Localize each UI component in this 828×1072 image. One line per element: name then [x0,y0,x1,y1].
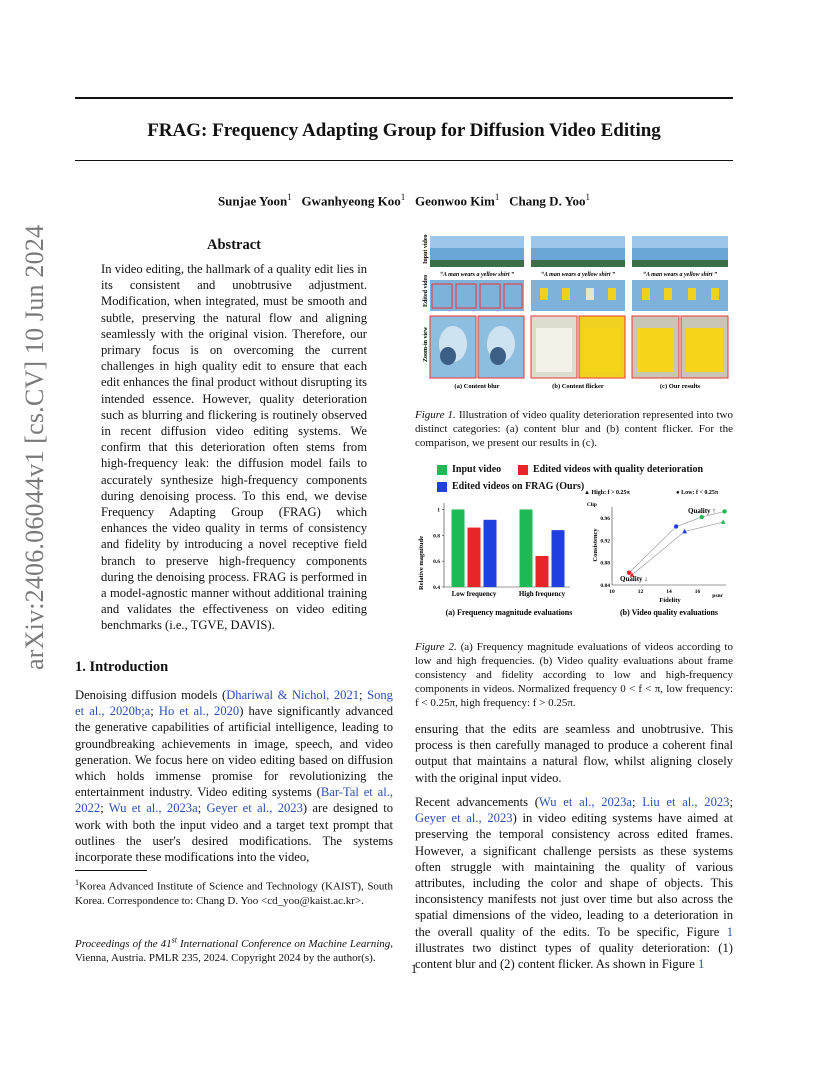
bar-ytick-label: 0.6 [433,559,440,566]
bar-category-label: High frequency [518,590,566,598]
figure-reference-link[interactable]: 1 [697,957,705,972]
bar-mark [552,530,565,587]
legend-item: Input video [437,464,501,475]
panel-label: (a) Content blur [454,383,500,390]
scatter-xtick-label: 16 [694,589,701,595]
legend-item: Edited videos with quality deterioration [518,464,703,475]
scatter-series-line [632,522,723,575]
bar-ytick-label: 1 [437,507,440,514]
page-number: 1 [410,962,418,976]
scatter-point [700,515,704,519]
footnote-rule [75,870,147,871]
scatter-series-line [629,511,724,572]
bar-mark [468,528,481,587]
bar-mark [536,556,549,587]
legend-swatch [518,465,528,475]
author-name: Sunjae Yoon [217,193,288,209]
bar-mark [452,509,465,587]
bar-ylabel: Relative magnitude [418,536,425,590]
bar-ytick-label: 0.4 [433,585,440,591]
scatter-point [721,519,726,523]
author-name: Geonwoo Kim [415,193,495,209]
citation-link[interactable]: Song et al., 2020b;a [75,688,393,719]
body-paragraph: ensuring that the edits are seamless and unobtrusive. This process is then carefully managed to produce a coherent final output that maintains a natural flow, whilst aligning closely with the original input video. [415,722,733,785]
panel-label: (b) Content flicker [552,383,604,390]
scatter-y-end-label: Clip [586,502,597,508]
bar-ytick-label: 0.8 [433,533,440,540]
arxiv-identifier: arXiv:2406.06044v1 [cs.CV] 10 Jun 2024 [20,224,49,670]
scatter-point [722,509,726,513]
row-label: Input video [423,234,429,264]
scatter-xlabel: Fidelity [659,597,681,604]
figure-2-caption: Figure 2. (a) Frequency magnitude evaluations of videos according to low and high frequencies. (b) Video quality evaluations about frame consistency and fidelity according to low and high-frequency components in videos. Normalized frequency 0 < f < π, low frequency: f < 0.25π, high frequency: f > 0.25π. [415,641,733,709]
panel-content-flicker [531,236,625,390]
figure-2-charts [414,485,734,620]
bar-mark [484,520,497,587]
panel-a-title: (a) Frequency magnitude evaluations [445,608,573,617]
figure-reference-link[interactable]: 1 [726,924,733,939]
scatter-xtick-label: 12 [637,589,644,595]
figure-1-image [418,232,733,392]
scatter-legend-low: ● Low: f < 0.25π [676,490,719,496]
scatter-ytick-label: 0.84 [600,583,610,589]
panel-our-results [632,236,728,390]
edit-prompt: “A man wears a yellow shirt ” [439,272,515,278]
abstract-text: In video editing, the hallmark of a quality edit lies in its consistent and unobtrusive adjustment. Modification, when integrated, must be smooth and subtle, preserving the natural flow and aligning seamlessly with the original vision. Therefore, our primary focus is on overcoming the current challenges in high quality edit to ensure that each edit enhances the final product without disrupting its intended essence. However, quality deterioration such as blurring and flickering is routinely observed in recent diffusion video editing systems. We confirm that this deterioration often stems from high-frequency leak: the diffusion model fails to accurately synthesize high-frequency components during denoising process. To this end, we devise Frequency Adapting Group (FRAG) which enhances the video quality in terms of consistency and fidelity by introducing a novel receptive field branch to preserve high-frequency components during the denoising process. FRAG is performed in a model-agnostic manner without additional training and validates the effectiveness on video editing benchmarks (i.e., TGVE, DAVIS). [101,262,367,633]
proceedings-note: Proceedings of the 41st International Conference on Machine Learning, Vienna, Austria. PMLR 235, 2024. Copyright 2024 by the author(s). [75,935,393,964]
bar-mark [520,509,533,587]
citation-link[interactable]: Liu et al., 2023 [642,795,730,809]
footnote: $^1$Korea Advanced Institute of Science and Technology (KAIST), South Korea. Correspondence to: Chang D. Yoo <cd_yoo@kaist.ac.kr>. [75,878,393,907]
scatter-ytick-label: 0.96 [600,516,610,523]
quality-down-label: Quality ↓ [620,575,648,583]
figure-1-caption: Figure 1. Illustration of video quality deterioration represented into two distinct categories: (a) content blur and (b) content flicker. For the comparison, we present our results in (c). [415,409,733,449]
citation-link[interactable]: Dhariwal & Nichol, 2021 [226,688,360,702]
author-name: Gwanhyeong Koo [301,193,401,209]
edit-prompt: “A man wears a yellow shirt ” [540,272,616,278]
scatter-ylabel: Consistency [592,528,599,562]
scatter-ytick-label: 0.88 [600,560,610,567]
panel-content-blur [430,236,524,390]
scatter-x-end-label: psnr [712,593,723,599]
author-name: Chang D. Yoo [509,193,586,209]
paper-title: FRAG: Frequency Adapting Group for Diffusion Video Editing [147,120,661,141]
citation-link[interactable]: Geyer et al., 2023 [415,811,513,826]
author-list: Sunjae Yoon$^1$ Gwanhyeong Koo$^1$ Geonwoo Kim$^1$ Chang D. Yoo$^1$ [217,192,591,209]
citation-link[interactable]: Ho et al., 2020 [158,704,240,719]
citation-link[interactable]: Geyer et al., 2023 [206,801,303,816]
scatter-ytick-label: 0.92 [600,538,610,545]
scatter-point [674,524,678,528]
edit-prompt: “A man wears a yellow shirt ” [642,272,718,278]
body-paragraph: Recent advancements (Wu et al., 2023a; Liu et al., 2023; Geyer et al., 2023) in video editing systems have aimed at preserving the temporal consistency across edited frames. However, a significant challenge persists as these systems often struggle with maintaining the quality of various attributes, including the color and shape of objects. This inconsistency manifests not just over time but also across the spatial dimensions of the video, leading to a deterioration in the overall quality of the edits. To be specific, Figure 1 illustrates two distinct types of quality deterioration: (1) content blur and (2) content flicker. As shown in Figure 1 [415,795,733,972]
row-label: Edited video [423,274,429,307]
legend-item: Edited videos on FRAG (Ours) [437,481,584,492]
citation-link[interactable]: Bar-Tal et al., 2022 [75,785,393,816]
title-top-rule [75,97,733,99]
quality-up-label: Quality ↑ [688,507,716,515]
abstract-heading: Abstract [207,237,261,253]
legend-swatch [437,465,447,475]
panel-label: (c) Our results [659,383,701,390]
scatter-legend-high: ▲ High: f > 0.25π [584,490,630,496]
row-label: Zoom-in view [423,326,429,362]
bar-category-label: Low frequency [451,590,497,598]
scatter-xtick-label: 10 [609,589,615,595]
citation-link[interactable]: Wu et al., 2023a [108,801,198,816]
panel-b-title: (b) Video quality evaluations [619,608,719,617]
scatter-xtick-label: 14 [666,589,672,595]
intro-heading: 1. Introduction [75,659,169,675]
intro-paragraph: Denoising diffusion models (Dhariwal & Nichol, 2021; Song et al., 2020b;a; Ho et al., 2020) have significantly advanced the generative capabilities of artificial intelligence, leading to groundbreaking achievements in image, speech, and video generation. We focus here on video editing based on diffusion which holds immense promise for revolutionizing the entertainment industry. Video editing systems (Bar-Tal et al., 2022; Wu et al., 2023a; Geyer et al., 2023) are designed to work with both the input video and a target text prompt that outlines the user's desired modifications. The systems incorporate these modifications into the video, [75,688,393,865]
citation-link[interactable]: Wu et al., 2023a [538,795,632,809]
title-bottom-rule [75,160,733,161]
